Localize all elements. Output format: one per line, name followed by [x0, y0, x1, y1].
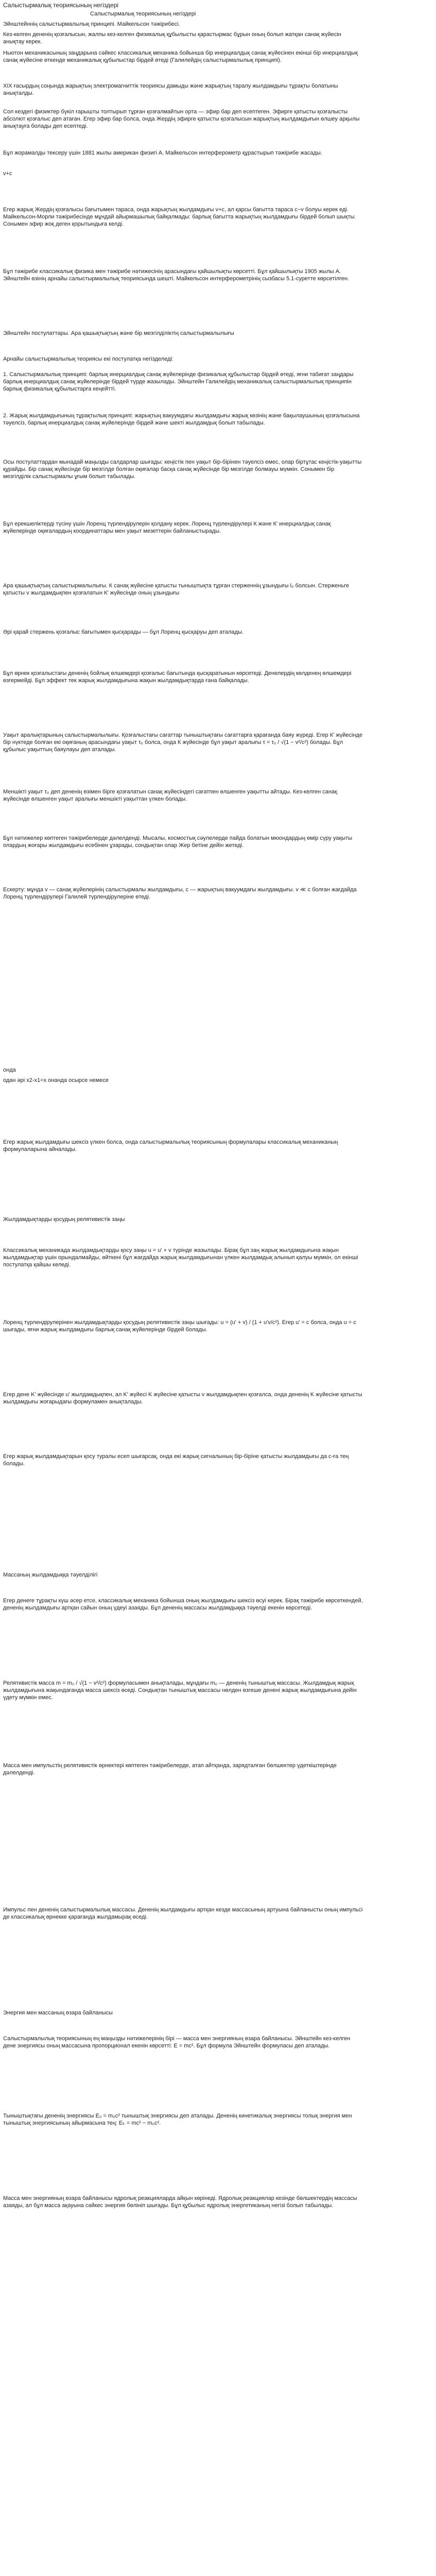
paragraph: Салыстырмалылық теориясының ең маңызды нәтижелерінің бірі — масса мен энергияның өзара байланысы. Эйнштейн кез-келген дене энергиясы оның массасына пропорционал екенін көрсетті: E = mc². Бұл формула Эйнштейн формуласы деп аталады.: [3, 2036, 351, 2049]
paragraph: Арнайы салыстырмалылық теориясы екі постулатқа негізделеді:: [3, 356, 173, 362]
paragraph: Масса мен импульстің релятивистік өрнектері көптеген тәжірибелерде, атап айтқанда, зарядталған бөлшектер үдеткіштерінде дәлелденді.: [3, 1762, 337, 1776]
paragraph: онда: [3, 1067, 16, 1073]
section-heading: Массаның жылдамдыққа тәуелділігі: [3, 1572, 98, 1578]
paragraph: Ара қашықтықтың салыстырмалылығы. К санақ жүйесіне қатысты тыныштықта тұрған стерженнің ұзындығы l₀ болсын. Стерженьге қатысты v жылдамдықпен қозғалатын К' жүйесінде оның ұзындығы: [3, 583, 350, 596]
paragraph: Егер жарық жылдамдықтарын қосу туралы есеп шығарсақ, онда екі жарық сигналының бір-біріне қатысты жылдамдығы да c-ға тең болады.: [3, 1453, 349, 1467]
paragraph: Релятивистік масса m = m₀ / √(1 − v²/c²) формуласымен анықталады, мұндағы m₀ — дененің тыныштық массасы. Жылдамдық жарық жылдамдығына жақындағанда масса шексіз өседі. Сондықтан тыныштық массасы нөлден өзгеше денені жарық жылдамдығына дейін үдету мүмкін емес.: [3, 1680, 357, 1701]
paragraph: Уақыт аралықтарының салыстырмалылығы. Қозғалыстағы сағаттар тыныштықтағы сағаттарға қарағанда баяу жүреді. Егер К' жүйесінде бір нүктеде болған екі оқиғаның арасындағы уақыт τ₀ болса, онда К жүйесінде бұл уақыт аралығы τ = τ₀ / √(1 − v²/c²) болады. Бұл құбылыс уақыттың баяулауы деп аталады.: [3, 732, 363, 753]
paragraph: Меншікті уақыт τ₀ деп дененің өзімен бірге қозғалатын санақ жүйесіндегі сағатпен өлшенген уақытты айтады. Кез-келген санақ жүйесінде өлшенген уақыт аралығы меншікті уақыттан үлкен болады.: [3, 789, 337, 802]
paragraph: Эйнштейннің салыстырмалылық принципі. Майкельсон тәжірибесі.: [3, 21, 180, 27]
paragraph: Кез-келген дененің қозғалысын, жалпы кез-келген физикалық құбылысты қарастырмас бұрын оның болып жатқан санақ жүйесін анықтау керек.: [3, 31, 341, 45]
paragraph: Бұл жорамалды тексеру үшін 1881 жылы американ физигі А. Майкельсон интерферометр құрастырып тәжірибе жасады.: [3, 150, 322, 156]
paragraph: ХІХ ғасырдың соңында жарықтың электромагниттік теориясы дамыды және жарықтың таралу жылдамдығы тұрақты болатыны анықталды.: [3, 83, 338, 96]
paragraph: Ньютон механикасының заңдарына сәйкес классикалық механика бойынша бір инерциалдық санақ жүйесінен екінші бір инерциалдық санақ жүйесіне өткенде механикалық құбылыстар бірдей өтеді (Галилейдің салыстырмалылық принципі).: [3, 50, 358, 63]
paragraph: Бұл тәжірибе классикалық физика мен тәжірибе нәтижесінің арасындағы қайшылықты көрсетті. Бұл қайшылықты 1905 жылы А. Эйнштейн өзінің арнайы салыстырмалылық теориясында шешті. Майкельсон интерферометрінің сызбасы 5.1-суретте көрсетілген.: [3, 268, 350, 282]
paragraph: Тыныштықтағы дененің энергиясы E₀ = m₀c² тыныштық энергиясы деп аталады. Дененің кинетикалық энергиясы толық энергия мен тыныштық энергиясының айырмасына тең: Eₖ = mc² − m₀c².: [3, 2113, 352, 2126]
paragraph: 2. Жарық жылдамдығының тұрақтылық принципі: жарықтың вакуумдағы жылдамдығы жарық көзінің және бақылаушының қозғалысына тәуелсіз, барлық инерциалдық санақ жүйелерінде бірдей және шекті жылдамдық болып табылады.: [3, 413, 360, 426]
paragraph: Бұл өрнек қозғалыстағы дененің бойлық өлшемдері қозғалыс бағытында қысқаратынын көрсетеді. Денелердің көлденең өлшемдері өзгермейді. Бұл эффект тек жарық жылдамдығына жақын жылдамдықтарда ғана байқалады.: [3, 670, 352, 684]
paragraph: Эйнштейн постулаттары. Ара қашықтықтың және бір мезгілділіктің салыстырмалылығы: [3, 330, 234, 336]
page-subtitle: Салыстырмалық теориясының негіздері: [90, 11, 196, 17]
paragraph: Егер денеге тұрақты күш әсер етсе, классикалық механика бойынша оның жылдамдығы шексіз өсуі керек. Бірақ тәжірибе көрсеткендей, дененің жылдамдығы артқан сайын оның үдеуі азаяды. Бұл дененің массасы жылдамдыққа тәуелді екенін көрсетеді.: [3, 1598, 363, 1611]
page-title: Салыстырмалық теориясының негіздері: [3, 2, 119, 9]
paragraph: Егер жарық Жердің қозғалысы бағытымен тараса, онда жарықтың жылдамдығы v+c, ал қарсы бағытта тараса c−v болуы керек еді. Майкельсон-Морли тәжірибесінде мұндай айырмашылық байқалмады: барлық бағытта жарықтың жылдамдығы бірдей болып шықты. Сонымен эфир жоқ деген қорытындыға келді.: [3, 207, 356, 227]
paragraph: Егер дене K' жүйесінде u' жылдамдықпен, ал K' жүйесі K жүйесіне қатысты v жылдамдықпен қозғалса, онда дененің K жүйесіне қатысты жылдамдығы жоғарыдағы формуламен анықталады.: [3, 1392, 362, 1405]
section-heading: Жылдамдықтарды қосудың релятивистік заңы: [3, 1216, 125, 1223]
paragraph: Бұл ерекшеліктерді түсіну үшін Лоренц түрлендірулерін қолдану керек. Лоренц түрлендірулері К және К' инерциалдық санақ жүйелерінде оқиғалардың координаттары мен уақыт мезеттерін байланыстырады.: [3, 521, 331, 534]
paragraph: Осы постулаттардан мынадай маңызды салдарлар шығады: кеңістік пен уақыт бір-бірінен тәуелсіз емес, олар біртұтас кеңістік-уақытты құрайды. Бір санақ жүйесінде бір мезгілде болған оқиғалар басқа санақ жүйесінде бір мезгілде болмауы мүмкін. Сонымен бір мезгілділік салыстырмалы ұғым болып табылады.: [3, 459, 362, 480]
paragraph: Ескерту: мұнда v — санақ жүйелерінің салыстырмалы жылдамдығы, c — жарықтың вакуумдағы жылдамдығы. v ≪ c болған жағдайда Лоренц түрлендірулері Галилей түрлендірулеріне өтеді.: [3, 887, 357, 900]
paragraph: Масса мен энергияның өзара байланысы ядролық реакцияларда айқын көрінеді. Ядролық реакциялар кезінде бөлшектердің массасы азаяды, ал бұл масса ақауына сәйкес энергия бөлініп шығады. Бұл құбылыс ядролық энергетиканың негізі болып табылады.: [3, 2195, 357, 2209]
paragraph: Импульс пен дененің салыстырмалылық массасы. Дененің жылдамдығы артқан кезде массасының артуына байланысты оның импульсі де классикалық өрнекке қарағанда жылдамырақ өседі.: [3, 1907, 363, 1920]
paragraph: Лоренц түрлендірулерінен жылдамдықтарды қосудың релятивистік заңы шығады: u = (u' + v) / (1 + u'v/c²). Егер u' = c болса, онда u = c шығады, яғни жарық жылдамдығы барлық санақ жүйелерінде бірдей болады.: [3, 1319, 356, 1333]
section-heading: Энергия мен массаның өзара байланысы: [3, 2010, 113, 2016]
paragraph: Әрі қарай стержень қозғалыс бағытымен қысқарады — бұл Лоренц қысқаруы деп аталады.: [3, 629, 244, 635]
paragraph: Бұл нәтижелер көптеген тәжірибелерде дәлелденді. Мысалы, космостық сәулелерде пайда болатын мюондардың өмір сүру уақыты олардың жоғары жылдамдығы есебінен ұзарады, сондықтан олар Жер бетіне дейін жетеді.: [3, 835, 353, 849]
paragraph: Егер жарық жылдамдығы шексіз үлкен болса, онда салыстырмалылық теориясының формулалары классикалық механиканың формулаларына айналады.: [3, 1139, 338, 1153]
paragraph: v+c: [3, 171, 12, 177]
paragraph: Классикалық механикада жылдамдықтарды қосу заңы u = u' + v түрінде жазылады. Бірақ бұл заң жарық жылдамдығына жақын жылдамдықтар үшін орындалмайды, өйткені бұл жағдайда жарық жылдамдығынан үлкен жылдамдық алынып қалуы мүмкін, ол екінші постулатқа қайшы келеді.: [3, 1247, 358, 1268]
paragraph: 1. Салыстырмалылық принципі: барлық инерциалдық санақ жүйелерінде физикалық құбылыстар бірдей өтеді, яғни табиғат заңдары барлық инерциалдық санақ жүйелерінде бірдей түрде жазылады. Эйнштейн Галилейдің механикалық салыстырмалылық принципін барлық физикалық құбылыстарға кеңейтті.: [3, 371, 354, 392]
paragraph: одан әрі x2-x1=x онанда осырсе немесе: [3, 1077, 109, 1083]
paragraph: Сол кездегі физиктер бүкіл ғарышты толтырып тұрған қозғалмайтын орта — эфир бар деп есептеген. Эфирге қатысты қозғалысты абсолют қозғалыс деп атаған. Егер эфир бар болса, онда Жердің эфирге қатысты қозғалысын жарықтың жылдамдығын өлшеу арқылы анықтауға болады деп есептеді.: [3, 109, 360, 129]
